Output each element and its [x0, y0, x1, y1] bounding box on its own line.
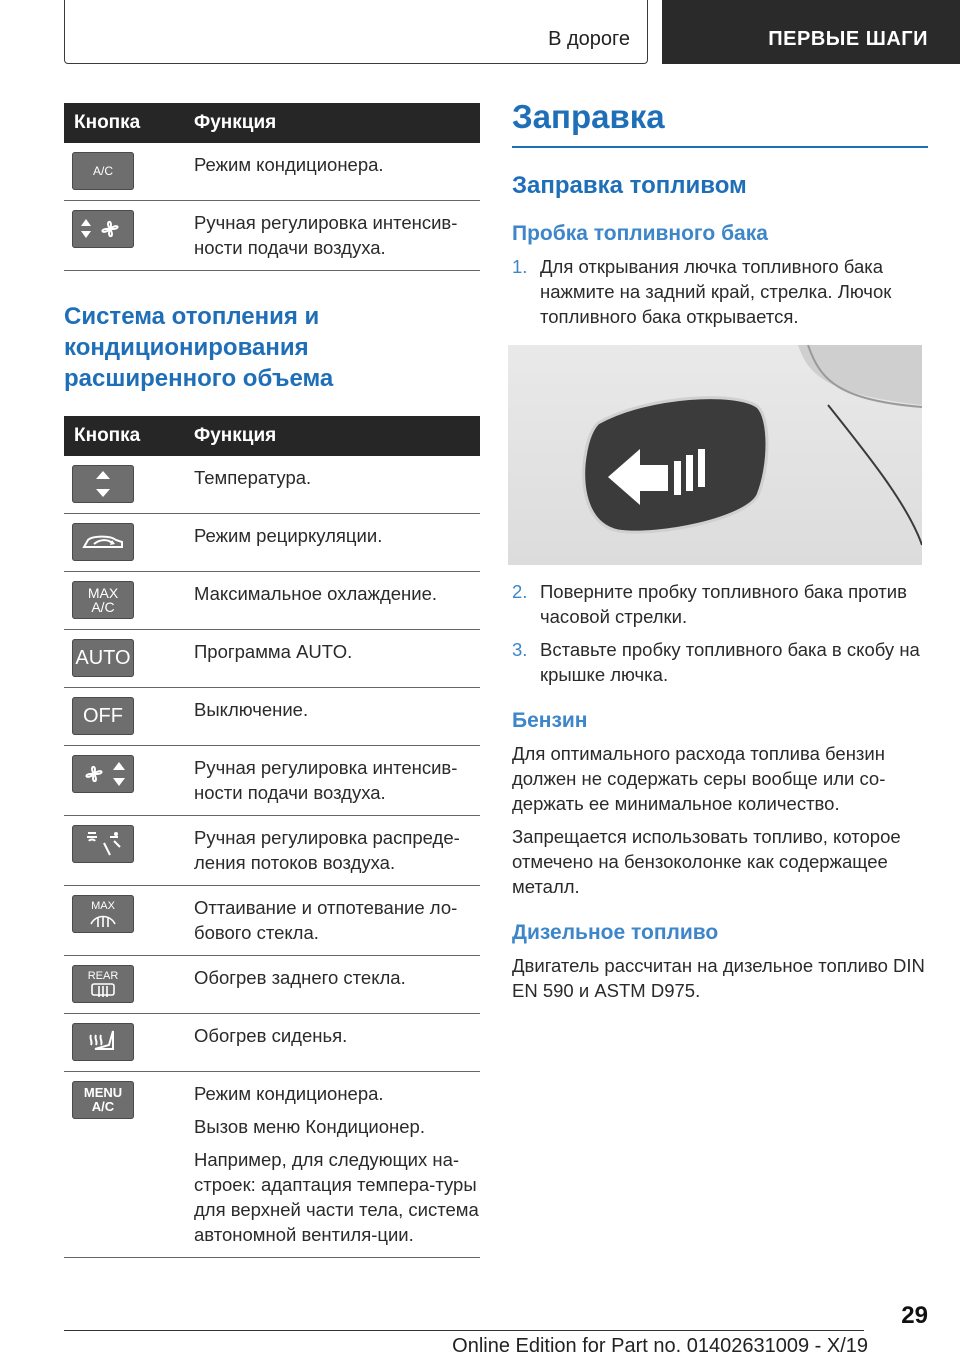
- function-text: Максимальное охлаждение.: [194, 583, 438, 604]
- step-number: 1.: [512, 256, 528, 277]
- table-row: [64, 514, 480, 572]
- buttons-table-1: [64, 103, 480, 271]
- petrol-paragraph-2: Запрещается использовать топливо, которое отмечено на бензоколонке как содержащее металл.: [512, 826, 901, 897]
- table-row: [64, 816, 480, 886]
- function-text: Обогрев сиденья.: [194, 1025, 348, 1046]
- heading-petrol: Бензин: [512, 709, 588, 732]
- step-text: Для открывания лючка топливного бака нажмите на задний край, стрелка. Лючок топливного бака открывается.: [540, 256, 892, 327]
- table-row: [64, 201, 480, 271]
- table-row: [64, 688, 480, 746]
- table-row: [64, 746, 480, 816]
- function-text: Ручная регулировка интенсив-ности подачи воздуха.: [194, 757, 458, 803]
- heading-diesel: Дизельное топливо: [512, 921, 719, 944]
- header-chapter-tab: ПЕРВЫЕ ШАГИ: [662, 0, 960, 64]
- th-button: Кнопка: [64, 103, 194, 143]
- max-ac-icon: MAX A/C: [72, 581, 134, 619]
- table-row: [64, 1014, 480, 1072]
- function-text: Температура.: [194, 467, 312, 488]
- diesel-paragraph-1: Двигатель рассчитан на дизельное топливо DIN EN 590 и ASTM D975.: [512, 955, 925, 1001]
- heading-refueling-fuel: Заправка топливом: [512, 172, 747, 199]
- menu-ac-icon: MENU A/C: [72, 1081, 134, 1119]
- off-icon: OFF: [72, 697, 134, 735]
- page-number: 29: [901, 1302, 928, 1329]
- table-row: [64, 1072, 480, 1258]
- th-button: Кнопка: [64, 416, 194, 456]
- temperature-icon: [72, 465, 134, 503]
- function-text: Режим кондиционера.: [194, 154, 384, 175]
- table-row: [64, 886, 480, 956]
- function-text: Ручная регулировка распреде-ления потоков воздуха.: [194, 827, 460, 873]
- footer-rule: [64, 1330, 864, 1331]
- function-text: Ручная регулировка интенсив-ности подачи воздуха.: [194, 212, 458, 258]
- th-function: Функция: [194, 103, 480, 143]
- function-text: Программа AUTO.: [194, 641, 353, 662]
- step-3: [512, 637, 928, 687]
- table-header-row: [64, 416, 480, 456]
- step-text: Вставьте пробку топливного бака в скобу на крышке лючка.: [540, 639, 920, 685]
- buttons-table-2: [64, 416, 480, 1258]
- auto-icon: AUTO: [72, 639, 134, 677]
- heading-refueling: Заправка: [512, 98, 928, 148]
- seat-heating-icon: [72, 1023, 134, 1061]
- heading-fuel-cap: Пробка топливного бака: [512, 222, 768, 245]
- right-column: [512, 98, 928, 1003]
- footer-edition: Online Edition for Part no. 01402631009 - X/19: [452, 1335, 868, 1357]
- table-header-row: [64, 103, 480, 143]
- section-title-climate: Система отопления и кондиционирования расширенного объема: [64, 303, 334, 392]
- step-2: [512, 579, 928, 629]
- fuel-flap-photo: [508, 345, 922, 565]
- fan-intensity-icon: [72, 210, 134, 248]
- table-row: [64, 956, 480, 1014]
- step-text: Поверните пробку топливного бака против часовой стрелки.: [540, 581, 907, 627]
- fan-intensity-icon: [72, 755, 134, 793]
- th-function: Функция: [194, 416, 480, 456]
- function-text: Например, для следующих на-строек: адаптация темпера-туры для верхней части тела, система автономной вентиля-ции.: [194, 1149, 479, 1245]
- function-text: Обогрев заднего стекла.: [194, 967, 406, 988]
- table-row: [64, 572, 480, 630]
- function-text: Выключение.: [194, 699, 309, 720]
- left-column: [64, 103, 480, 1258]
- function-text: Оттаивание и отпотевание ло-бового стекла.: [194, 897, 458, 943]
- table-row: [64, 630, 480, 688]
- recirculation-icon: [72, 523, 134, 561]
- header-section-title: В дороге: [548, 28, 630, 50]
- step-number: 2.: [512, 581, 528, 602]
- step-number: 3.: [512, 639, 528, 660]
- air-distribution-icon: [72, 825, 134, 863]
- table-row: [64, 456, 480, 514]
- max-label: MAX: [91, 900, 115, 912]
- step-1: [512, 254, 928, 329]
- rear-label: REAR: [87, 970, 119, 982]
- table-row: [64, 143, 480, 201]
- max-defrost-icon: [72, 895, 134, 933]
- function-text: Режим кондиционера.: [194, 1083, 384, 1104]
- rear-defrost-icon: [72, 965, 134, 1003]
- ac-button-icon: A/C: [72, 152, 134, 190]
- function-text: Вызов меню Кондиционер.: [194, 1116, 425, 1137]
- function-text: Режим рециркуляции.: [194, 525, 383, 546]
- petrol-paragraph-1: Для оптимального расхода топлива бензин должен не содержать серы вообще или со-держать ее минимальное количество.: [512, 743, 886, 814]
